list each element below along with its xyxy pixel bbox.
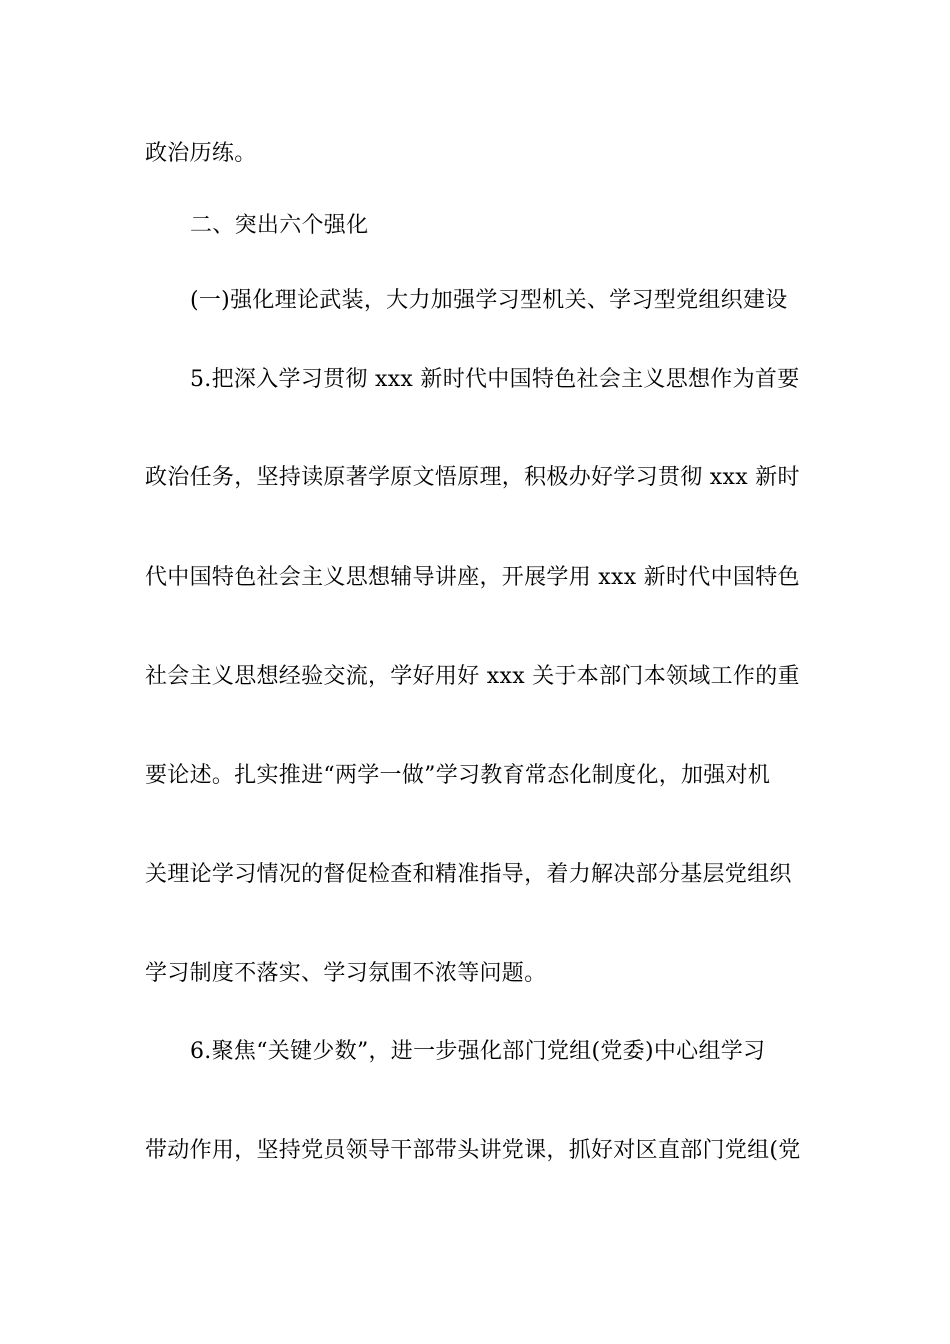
paragraph-line: 政治任务，坚持读原著学原文悟原理，积极办好学习贯彻 xxx 新时	[145, 465, 800, 490]
paragraph-line: 5.把深入学习贯彻 xxx 新时代中国特色社会主义思想作为首要	[190, 367, 800, 392]
paragraph-line: 学习制度不落实、学习氛围不浓等问题。	[145, 961, 547, 986]
paragraph-line: 代中国特色社会主义思想辅导讲座，开展学用 xxx 新时代中国特色	[145, 565, 800, 590]
paragraph-line: 关理论学习情况的督促检查和精准指导，着力解决部分基层党组织	[145, 862, 792, 887]
section-heading: 二、突出六个强化	[190, 213, 369, 238]
subsection-heading: (一)强化理论武装，大力加强学习型机关、学习型党组织建设	[190, 288, 788, 313]
paragraph-line: 6.聚焦“关键少数”，进一步强化部门党组(党委)中心组学习	[190, 1039, 766, 1064]
paragraph-line: 社会主义思想经验交流，学好用好 xxx 关于本部门本领域工作的重	[145, 664, 800, 689]
paragraph-line: 政治历练。	[145, 141, 257, 166]
paragraph-line: 要论述。扎实推进“两学一做”学习教育常态化制度化，加强对机	[145, 763, 771, 788]
paragraph-line: 带动作用，坚持党员领导干部带头讲党课，抓好对区直部门党组(党	[145, 1138, 801, 1163]
